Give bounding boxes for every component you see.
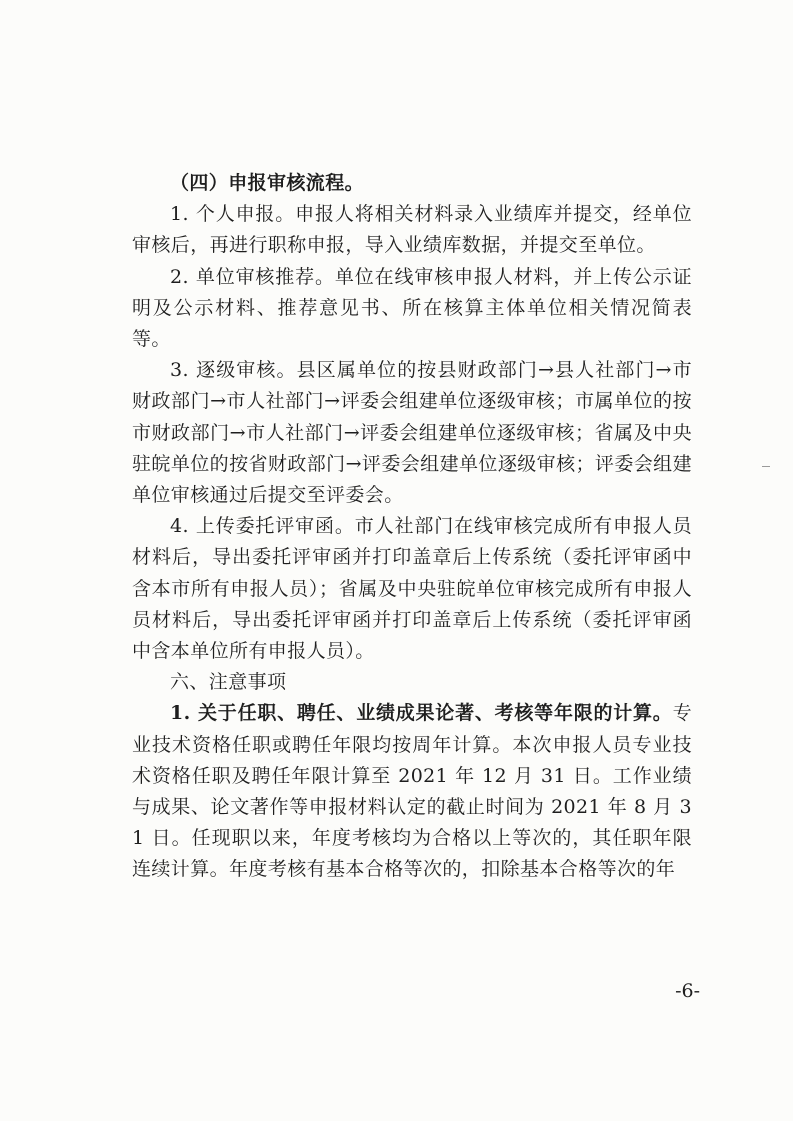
paragraph-level-review: 3. 逐级审核。县区属单位的按县财政部门→县人社部门→市财政部门→市人社部门→评委会组建单位逐级审核；市属单位的按市财政部门→市人社部门→评委会组建单位逐级审核；省属及中央驻皖单位的按省财政部门→评委会组建单位逐级审核；评委会组建单位审核通过后提交至评委会。 <box>132 359 692 507</box>
heading-review-process: （四）申报审核流程。 <box>170 172 365 194</box>
scan-mark <box>762 466 770 467</box>
paragraph-personal-application: 1. 个人申报。申报人将相关材料录入业绩库并提交，经单位审核后，再进行职称申报，导入业绩库数据，并提交至单位。 <box>132 203 692 257</box>
heading-notes: 六、注意事项 <box>170 671 287 694</box>
document-body <box>132 168 692 886</box>
paragraph-unit-review: 2. 单位审核推荐。单位在线审核申报人材料，并上传公示证明及公示材料、推荐意见书、所在核算主体单位相关情况简表等。 <box>132 265 692 351</box>
paragraph-entrust-letter: 4. 上传委托评审函。市人社部门在线审核完成所有申报人员材料后，导出委托评审函并打印盖章后上传系统（委托评审函中含本市所有申报人员）；省属及中央驻皖单位审核完成所有申报人员材料后，导出委托评审函并打印盖章后上传系统（委托评审函中含本单位所有申报人员）。 <box>132 515 692 663</box>
paragraph-year-calculation <box>132 698 692 885</box>
note-title: 1. 关于任职、聘任、业绩成果论著、考核等年限的计算。 <box>170 702 673 725</box>
note-body: 专业技术资格任职或聘任年限均按周年计算。本次申报人员专业技术资格任职及聘任年限计算至 2021 年 12 月 31 日。工作业绩与成果、论文著作等申报材料认定的截止时间为 2021 年 8 月 31 日。任现职以来，年度考核均为合格以上等次的，其任职年限连续计算。年度考核有基本合格等次的，扣除基本合格等次的年 <box>132 702 692 881</box>
page-number: -6- <box>675 980 700 1002</box>
